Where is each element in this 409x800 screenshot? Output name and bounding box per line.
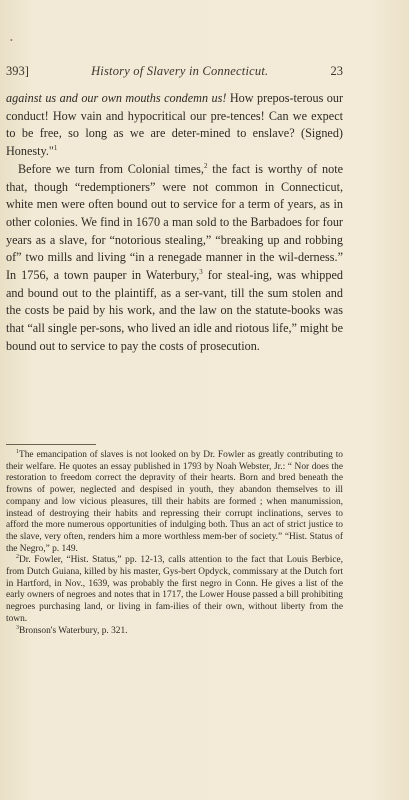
footnote-ref: 1 [53,144,58,153]
main-text [6,90,343,356]
footnote-ref: 3 [199,267,203,276]
paragraph-quote-end [6,90,343,161]
italic-phrase: against us and our own mouths condemn us! [6,91,227,105]
paragraph-redemptioners [6,161,343,356]
footnote-1 [6,450,343,555]
footnote-mark: 3 [16,624,19,631]
footnote-2 [6,555,343,625]
footnote-text: Bronson's Waterbury, p. 321. [19,625,128,636]
paragraph-text: How prepos-terous our conduct! How vain and hypocritical our pre-tences! Can we expect to be free, so long as we are deter-mined to enslave? (Signed) Honesty." [6,91,344,159]
footnote-text: The emancipation of slaves is not looked on by Dr. Fowler as greatly contributing to their welfare. He quotes an essay published in 1793 by Noah Webster, Jr.: “ Nor does the restoration to freedom correct the depravity of their hearts. Born and bred beneath the frowns of power, neglected and despised in youth, they abandon themselves to ill company and low vicious pleasures, till their habits are formed ; when manumission, instead of destroying their habits and repressing their corrupt inclinations, serves to afford the more numerous opportunities of indulging both. Thus an act of strict justice to the slave, very often, renders him a more worthless mem-ber of society.” “Hist. Status of the Negro,” p. 149. [6,450,343,554]
running-title: History of Slavery in Connecticut. [91,64,269,78]
footnote-divider [6,444,96,445]
page-mark-dot: • [10,36,13,45]
footnote-mark: 1 [16,448,19,455]
footnote-3 [6,626,343,638]
page-bracket-number: 393] [6,64,29,78]
running-header [6,64,343,79]
footnote-ref: 2 [203,161,208,170]
footnote-text: Dr. Fowler, “Hist. Status,” pp. 12-13, calls attention to the fact that Louis Berbice, from Dutch Guiana, killed by his master, Gys-bert Opdyck, commissary at the Dutch fort in Hartford, in Nov., 1639, was probably the first negro in Conn. He gives a list of the early owners of negroes and notes that in 1717, the Lower House passed a bill prohibiting negroes purchasing land, or living in fam-ilies of their own, without liberty from the town. [6,555,343,624]
footnote-mark: 2 [16,554,19,561]
paragraph-text: Before we turn from Colonial times, [18,161,204,176]
page-number: 23 [330,64,343,78]
paragraph-text: for steal-ing, was whipped and bound out to the plaintiff, as a ser-vant, till the sum stolen and the costs be paid by his work, and the law on the statute-books was that “all single per-sons, who lived an idle and riotous life,” might be bound out to service to pay the costs of prosecution. [6,268,343,353]
paragraph-text: the fact is worthy of note that, though “redemptioners” were not common in Connecticut, white men were often bound out to service for a term of years, as in other colonies. We find in 1670 a man sold to the Barbadoes for four years as a slave, for “notorious stealing,” “breaking up and robbing of” two mills and living “in a renegade manner in the wil-derness.” In 1756, a town pauper in Waterbury, [6,161,343,283]
footnotes [6,450,343,637]
